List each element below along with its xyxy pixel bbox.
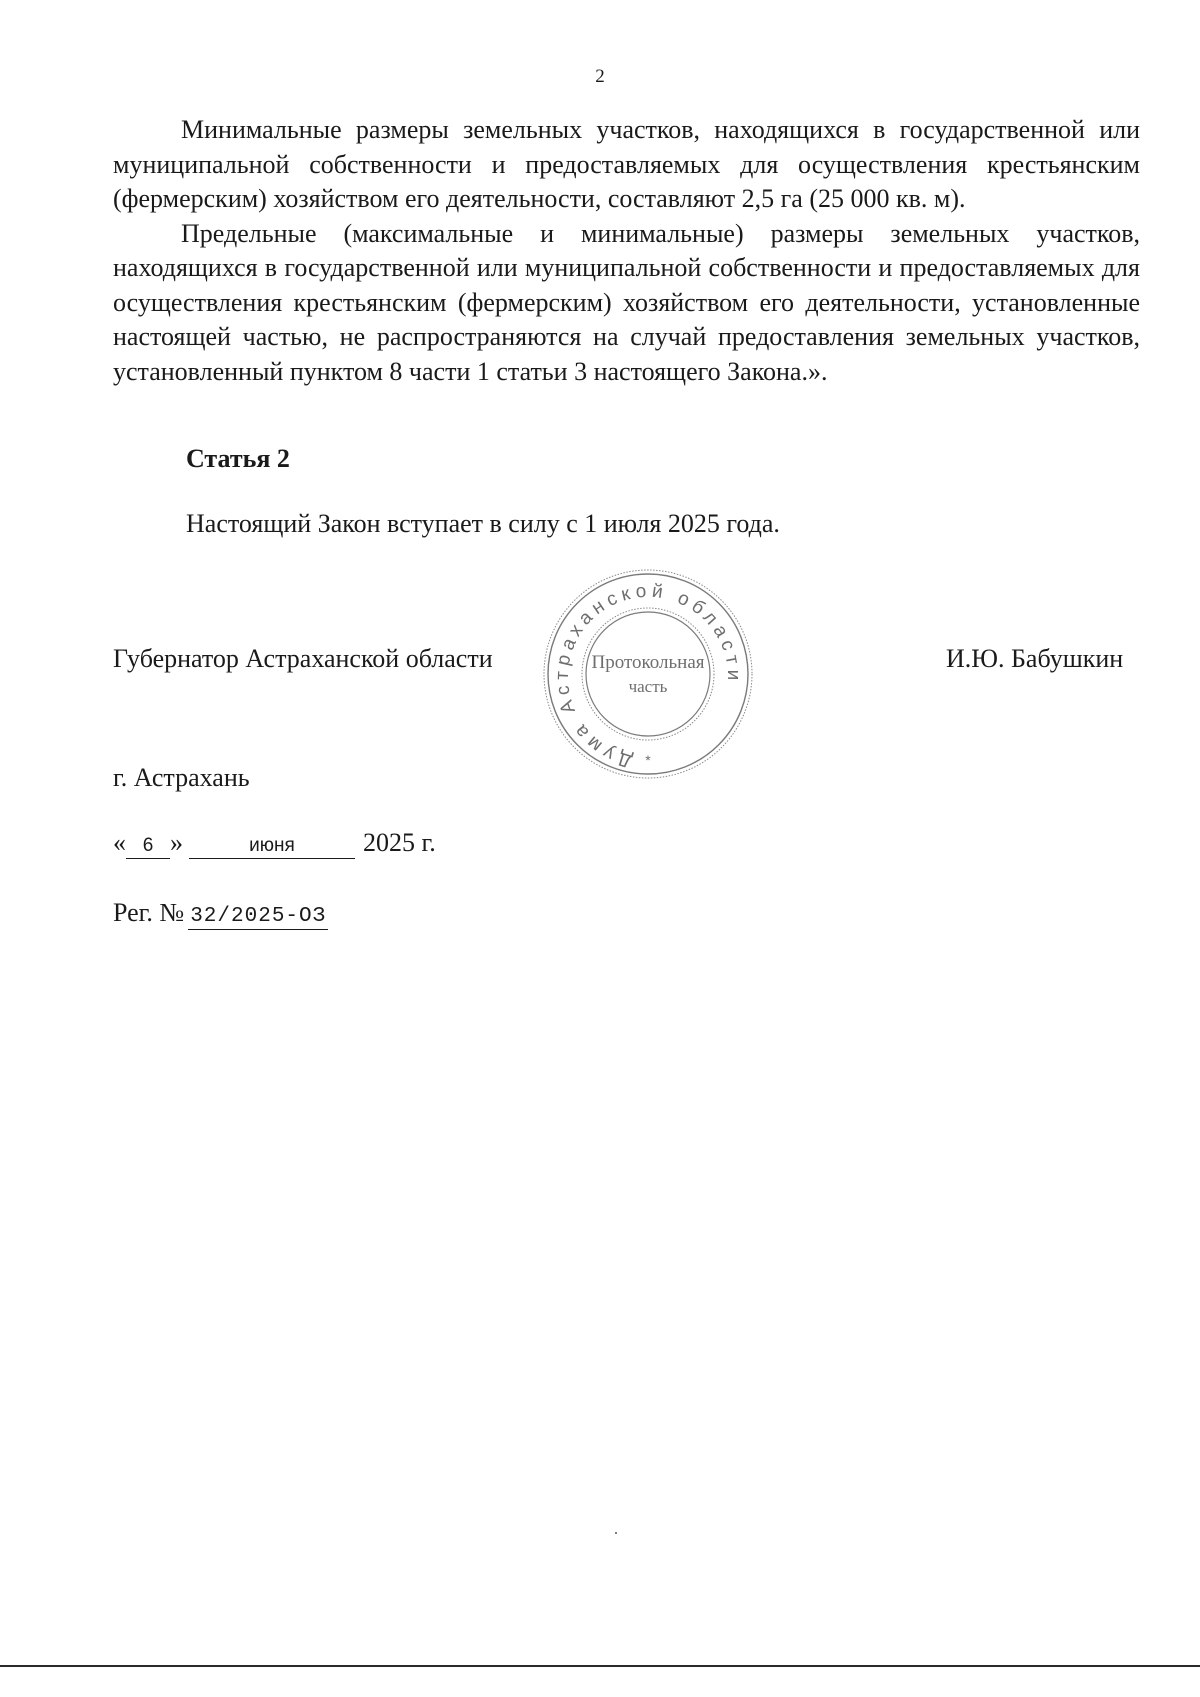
registration-number: 32/2025-ОЗ <box>190 905 327 928</box>
stamp-star: * <box>645 752 651 768</box>
page-bottom-rule <box>0 1665 1200 1667</box>
official-stamp <box>536 565 760 783</box>
date-close-quote: » <box>170 828 183 857</box>
date-day: 6 <box>126 834 170 859</box>
paragraph-minimum-sizes: Минимальные размеры земельных участков, находящихся в государственной или муниципальной собственности и предоставляемых для осуществления крестьянским (фермерским) хозяйством его деятельности, составляют 2,5 га (25 000 кв. м). <box>113 115 1140 213</box>
paragraph-limit-sizes: Предельные (максимальные и минимальные) размеры земельных участков, находящихся в государственной или муниципальной собственности и предоставляемых для осуществления крестьянским (фермерским) хозяйством его деятельности, установленные настоящей частью, не распространяются на случай предоставления земельных участков, установленный пунктом 8 части 1 статьи 3 настоящего Закона.». <box>113 218 1140 386</box>
signing-place: г. Астрахань <box>113 763 250 792</box>
article-text: Настоящий Закон вступает в силу с 1 июля 2025 года. <box>186 509 780 538</box>
stamp-inner-line2: часть <box>628 677 668 696</box>
registration-line <box>113 898 328 930</box>
stamp-inner-line1: Протокольная <box>591 652 705 673</box>
page-number: 2 <box>595 66 605 87</box>
governor-title: Губернатор Астраханской области <box>113 644 493 673</box>
article-title: Статья 2 <box>186 444 290 473</box>
governor-name: И.Ю. Бабушкин <box>946 644 1124 673</box>
date-open-quote: « <box>113 828 126 857</box>
body-text <box>113 113 1140 389</box>
signing-date <box>113 828 436 859</box>
date-year: 2025 г. <box>363 828 436 857</box>
stamp-outer-text: Дума Астраханской области <box>551 580 745 772</box>
registration-label: Рег. № <box>113 898 185 927</box>
scan-artifact-dot <box>615 1532 617 1534</box>
date-month: июня <box>189 834 355 859</box>
